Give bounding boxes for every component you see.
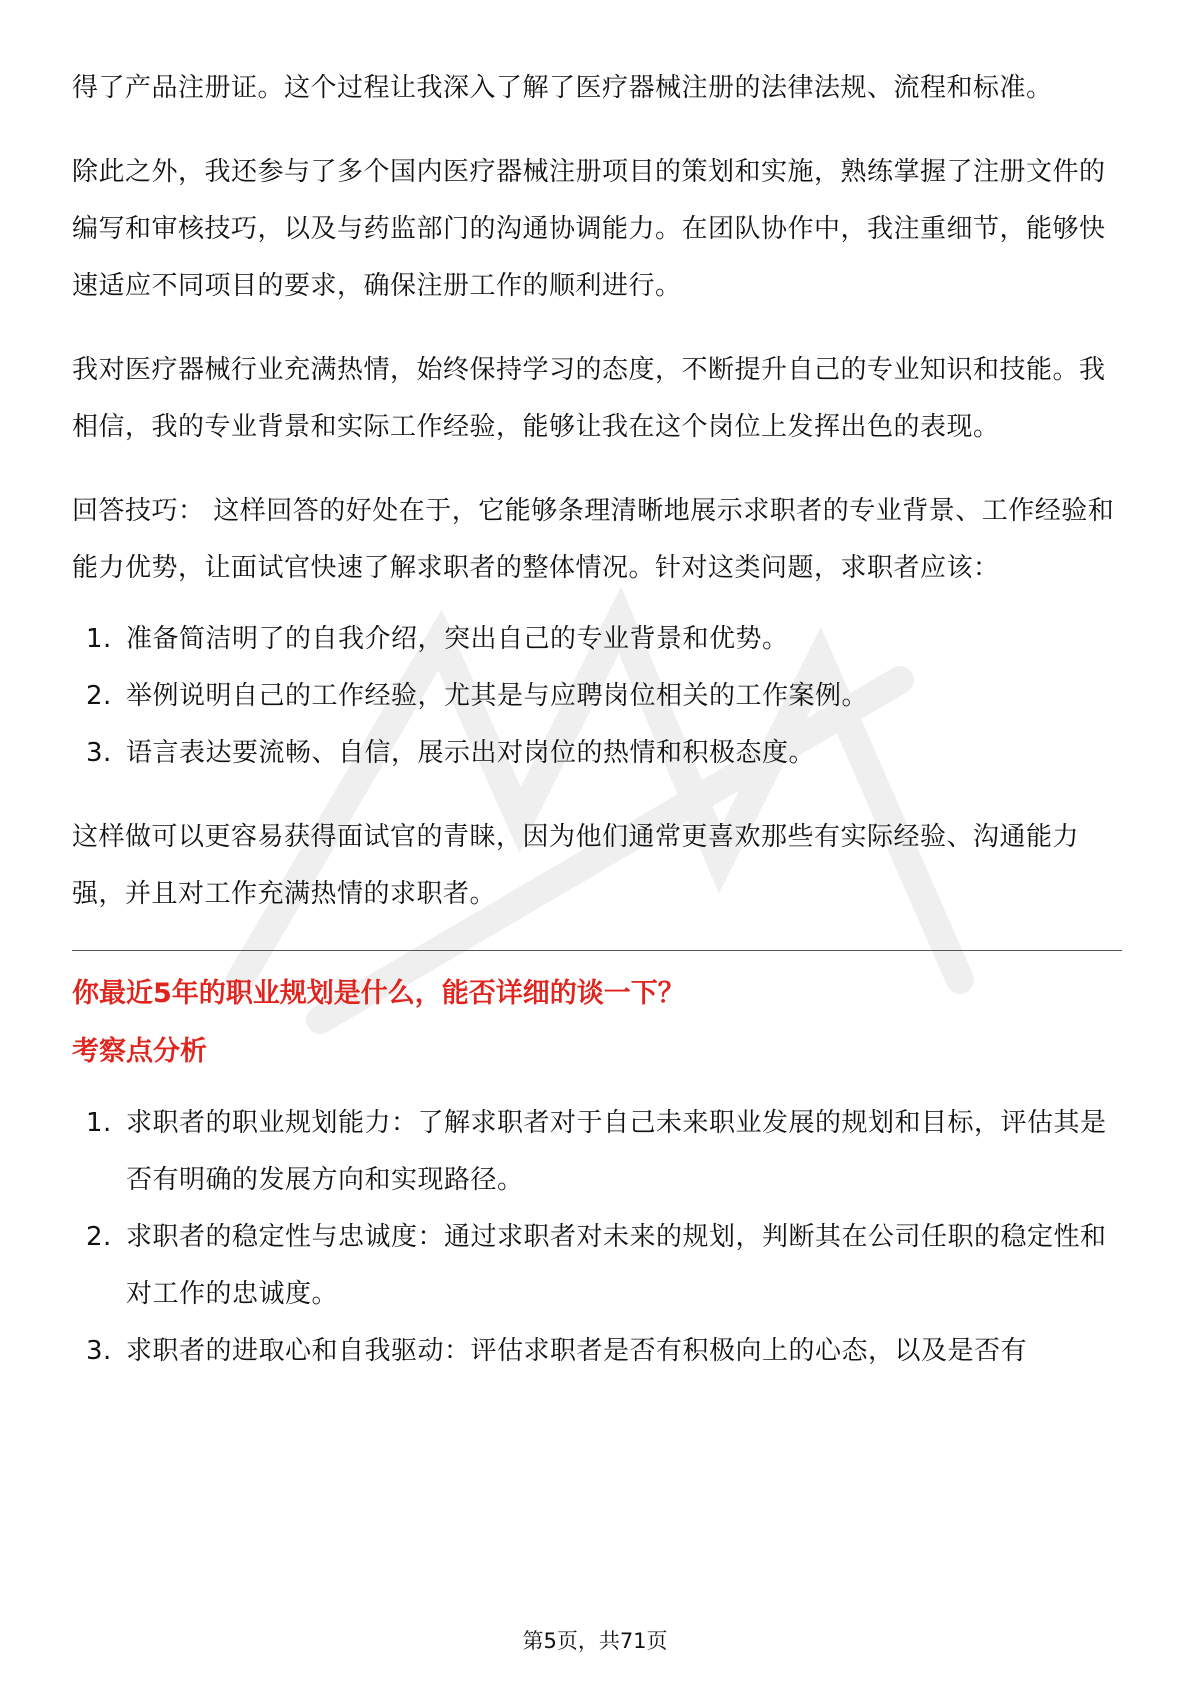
- paragraph-2: 除此之外，我还参与了多个国内医疗器械注册项目的策划和实施，熟练掌握了注册文件的编写和审核技巧，以及与药监部门的沟通协调能力。在团队协作中，我注重细节，能够快速适应不同项目的要求，确保注册工作的顺利进行。: [72, 157, 1106, 301]
- list-item: [72, 1095, 1122, 1209]
- list-item-text: 语言表达要流畅、自信，展示出对岗位的热情和积极态度。: [126, 738, 816, 768]
- list-item-text: 求职者的职业规划能力：了解求职者对于自己未来职业发展的规划和目标，评估其是否有明确的发展方向和实现路径。: [126, 1108, 1107, 1195]
- list-item: [72, 725, 1122, 782]
- list-number: 1.: [86, 624, 112, 654]
- list-item-text: 准备简洁明了的自我介绍，突出自己的专业背景和优势。: [126, 624, 789, 654]
- list-item-text: 求职者的进取心和自我驱动：评估求职者是否有积极向上的心态，以及是否有: [126, 1336, 1028, 1366]
- main-content: [72, 60, 1122, 1407]
- closing-paragraph: 这样做可以更容易获得面试官的青睐，因为他们通常更喜欢那些有实际经验、沟通能力强，并且对工作充满热情的求职者。: [72, 822, 1080, 909]
- list-item: [72, 1209, 1122, 1323]
- page-footer: 第5页，共71页: [522, 1629, 668, 1653]
- list-number: 3.: [86, 1336, 112, 1366]
- list-item: [72, 668, 1122, 725]
- section-divider: [72, 950, 1122, 951]
- list-item: [72, 611, 1122, 668]
- list-number: 1.: [86, 1108, 112, 1138]
- analysis-heading: 考察点分析: [72, 1036, 207, 1067]
- question-title: 你最近5年的职业规划是什么，能否详细的谈一下？: [72, 978, 685, 1009]
- list-item-text: 举例说明自己的工作经验，尤其是与应聘岗位相关的工作案例。: [126, 681, 869, 711]
- paragraph-1: 得了产品注册证。这个过程让我深入了解了医疗器械注册的法律法规、流程和标准。: [72, 73, 1053, 103]
- list-number: 2.: [86, 681, 112, 711]
- list-number: 2.: [86, 1222, 112, 1252]
- list-number: 3.: [86, 738, 112, 768]
- list-item-text: 求职者的稳定性与忠诚度：通过求职者对未来的规划，判断其在公司任职的稳定性和对工作的忠诚度。: [126, 1222, 1107, 1309]
- tips-list: [72, 611, 1122, 782]
- answer-tips-paragraph: 回答技巧： 这样回答的好处在于，它能够条理清晰地展示求职者的专业背景、工作经验和能力优势，让面试官快速了解求职者的整体情况。针对这类问题，求职者应该：: [72, 496, 1115, 583]
- paragraph-3: 我对医疗器械行业充满热情，始终保持学习的态度，不断提升自己的专业知识和技能。我相信，我的专业背景和实际工作经验，能够让我在这个岗位上发挥出色的表现。: [72, 355, 1106, 442]
- analysis-list: [72, 1095, 1122, 1380]
- list-item: [72, 1323, 1122, 1380]
